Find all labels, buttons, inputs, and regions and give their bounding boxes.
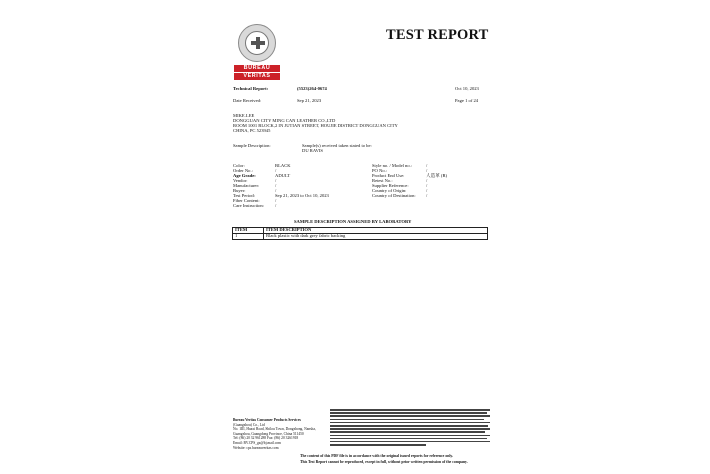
footer-line: Tel: (86) 20 32 961288 Fax: (86) 20 3261918 — [233, 436, 299, 441]
field-value: 人造革 (R) — [426, 173, 448, 178]
legal-disclaimer-block — [330, 409, 490, 453]
field-label: Color: — [233, 163, 245, 168]
logo-band-bottom: VERITAS — [234, 73, 280, 80]
footer-line: Bureau Veritas Consumer Products Services — [233, 418, 301, 422]
field-value: / — [426, 193, 428, 198]
client-address-2: CHINA, PC 523945 — [233, 128, 271, 133]
field-label: PO No.: — [372, 168, 388, 173]
field-label: Care Instruction: — [233, 203, 264, 208]
sample-description-table — [232, 227, 488, 240]
field-value: / — [275, 188, 277, 193]
field-label: Retest No.: — [372, 178, 393, 183]
footer-line: (Guangzhou) Co., Ltd — [233, 422, 265, 427]
date-received-label: Date Received: — [233, 98, 262, 103]
field-value: / — [426, 163, 428, 168]
table-header-cell: ITEM DESCRIPTION — [264, 228, 488, 234]
field-label: Age Grade: — [233, 173, 256, 178]
field-label: Country of Origin: — [372, 188, 407, 193]
field-value: / — [426, 183, 428, 188]
bureau-veritas-logo — [234, 24, 280, 81]
field-value: / — [275, 198, 277, 203]
table-cell: 1 — [233, 234, 264, 240]
report-date: Oct 10, 2023 — [455, 86, 479, 91]
page-title: TEST REPORT — [386, 27, 489, 43]
field-label: Fiber Content: — [233, 198, 260, 203]
field-label: Manufacturer: — [233, 183, 260, 188]
field-value: / — [275, 183, 277, 188]
field-value: / — [275, 203, 277, 208]
section-title: SAMPLE DESCRIPTION ASSIGNED BY LABORATORY — [294, 219, 412, 224]
field-label: Vendor: — [233, 178, 248, 183]
footer-line: Guangzhou, Guangdong Province, China 511450 — [233, 431, 304, 436]
date-received-value: Sep 21, 2023 — [297, 98, 322, 103]
logo-band-top: BUREAU — [234, 65, 280, 72]
sample-description-line1: Sample(s) received taken stated to be: — [302, 143, 372, 148]
field-label: Country of Destination: — [372, 193, 416, 198]
table-header-cell: ITEM — [233, 228, 264, 234]
field-value: ADULT — [275, 173, 291, 178]
seal-icon — [238, 24, 276, 62]
technical-report-number: (5523)264-0674 — [297, 86, 327, 91]
field-value: / — [275, 168, 277, 173]
field-label: Style no. / Model no.: — [372, 163, 413, 168]
table-row — [233, 234, 488, 240]
client-company: DONGGUAN CITY MING CAN LEATHER CO.,LTD — [233, 118, 336, 123]
footer-line: Email: BV.CPS_gz@bj.mail.com — [233, 440, 281, 445]
technical-report-label: Technical Report: — [233, 86, 269, 91]
sample-description-line2: DU RAVIS — [302, 148, 323, 153]
field-value: / — [275, 178, 277, 183]
client-address-1: ROOM 1001 BLOCK,2 IN JUTIAN STREET, HOUJIE DISTRICT DONGGUAN CITY — [233, 123, 398, 128]
footer-note-2: This Test Report cannot be reproduced, except in full, without prior written permission of the company. — [300, 460, 468, 464]
field-label: Product End Use: — [372, 173, 405, 178]
field-value: / — [426, 168, 428, 173]
footer-note-1: The content of this PDF file is in accordance with the original issued reports for reference only. — [300, 454, 454, 458]
footer-line: Website: cps.bureauveritas.com — [233, 445, 279, 450]
field-value: Sep 21, 2023 to Oct 10, 2023 — [275, 193, 329, 198]
field-label: Order No.: — [233, 168, 253, 173]
page-number: Page 1 of 24 — [455, 98, 479, 103]
field-value: / — [426, 178, 428, 183]
field-value: / — [426, 188, 428, 193]
footer-line: No. 1III, Huaxi Road, Shilou Town, Dongzhong, Nansha, — [233, 427, 316, 432]
field-label: Buyer: — [233, 188, 246, 193]
field-label: Supplier Reference: — [372, 183, 409, 188]
field-value: BLACK — [275, 163, 291, 168]
client-name: MIKE.LEE — [233, 113, 255, 118]
table-cell: Black plastic with dark grey fabric backing — [264, 234, 488, 240]
field-label: Test Period: — [233, 193, 256, 198]
footer-address — [233, 418, 316, 450]
sample-description-label: Sample Description: — [233, 143, 271, 148]
